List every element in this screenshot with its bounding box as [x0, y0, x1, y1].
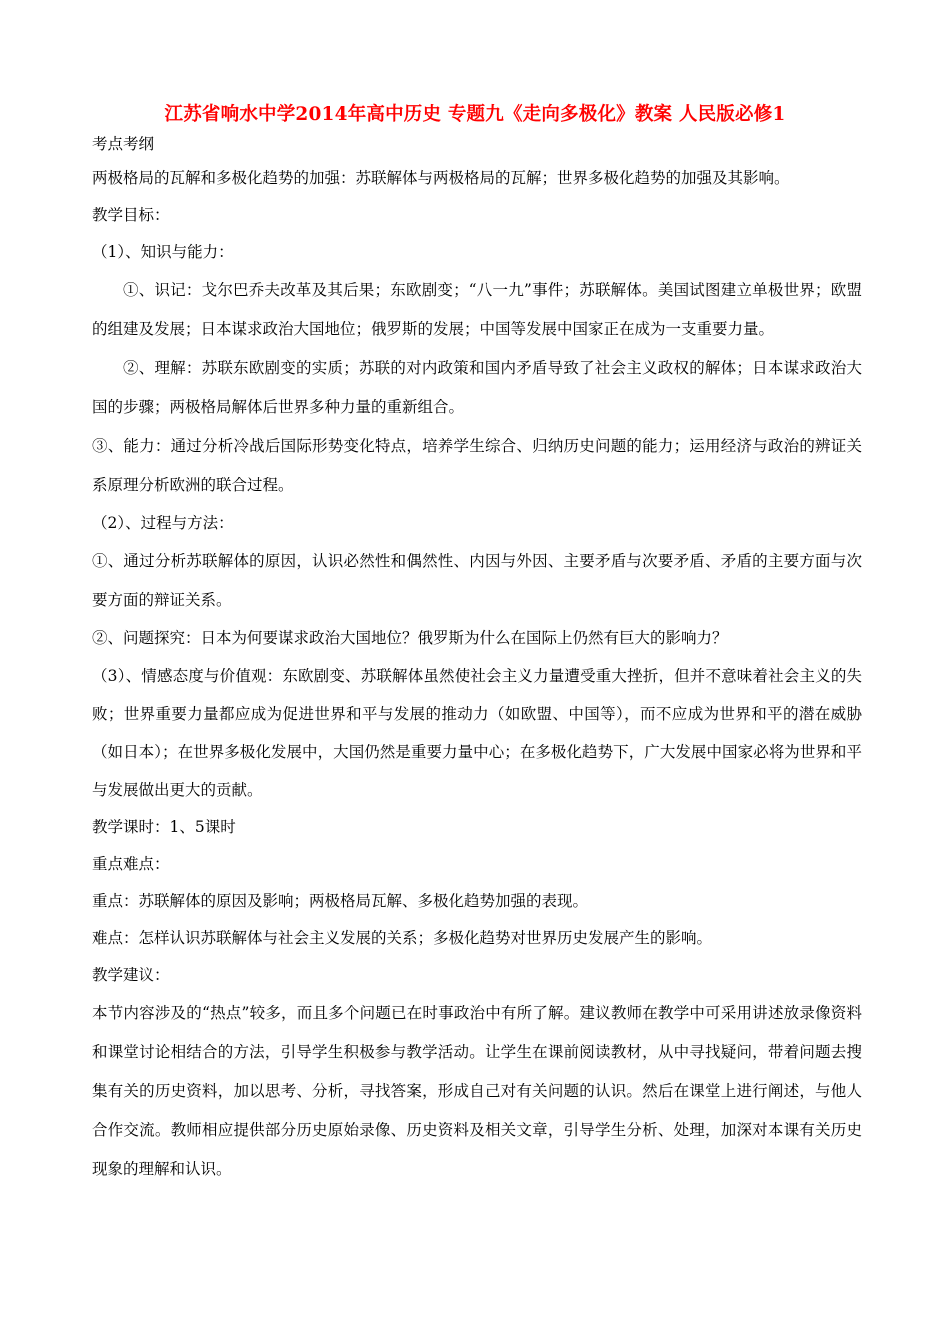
- section-heading-exam-outline: 考点考纲: [92, 135, 155, 153]
- key-point-text: 重点：苏联解体的原因及影响；两极格局瓦解、多极化趋势加强的表现。: [92, 892, 589, 910]
- method-inquiry: ②、问题探究：日本为何要谋求政治大国地位？俄罗斯为什么在国际上仍然有巨大的影响力？: [92, 629, 728, 647]
- subheading-process-method: （2）、过程与方法：: [92, 514, 234, 532]
- document-title: 江苏省响水中学2014年高中历史 专题九《走向多极化》教案 人民版必修1: [164, 104, 786, 125]
- exam-outline-text: 两极格局的瓦解和多极化趋势的加强：苏联解体与两极格局的瓦解；世界多极化趋势的加强及其影响。: [92, 169, 790, 187]
- teaching-advice-text: 本节内容涉及的“热点”较多，而且多个问题已在时事政治中有所了解。建议教师在教学中可采用讲述放录像资料和课堂讨论相结合的方法，引导学生积极参与教学活动。让学生在课前阅读教材，从中寻找疑问，带着问题去搜集有关的历史资料，加以思考、分析，寻找答案，形成自己对有关问题的认识。然后在课堂上进行阐述，与他人合作交流。教师相应提供部分历史原始录像、历史资料及相关文章，引导学生分析、处理，加深对本课有关历史现象的理解和认识。: [92, 1004, 862, 1178]
- goal-understand: ②、理解：苏联东欧剧变的实质；苏联的对内政策和国内矛盾导致了社会主义政权的解体；日本谋求政治大国的步骤；两极格局解体后世界多种力量的重新组合。: [92, 359, 862, 416]
- method-analysis: ①、通过分析苏联解体的原因，认识必然性和偶然性、内因与外因、主要矛盾与次要矛盾、矛盾的主要方面与次要方面的辩证关系。: [92, 552, 862, 609]
- goal-memorize: ①、识记：戈尔巴乔夫改革及其后果；东欧剧变；“八一九”事件；苏联解体。美国试图建立单极世界；欧盟的组建及发展；日本谋求政治大国地位；俄罗斯的发展；中国等发展中国家正在成为一支重要力量。: [92, 281, 862, 338]
- subheading-knowledge-ability: （1）、知识与能力：: [92, 243, 234, 261]
- difficult-point-text: 难点：怎样认识苏联解体与社会主义发展的关系；多极化趋势对世界历史发展产生的影响。: [92, 929, 713, 947]
- section-heading-teaching-advice: 教学建议：: [92, 966, 170, 984]
- goal-ability: ③、能力：通过分析冷战后国际形势变化特点，培养学生综合、归纳历史问题的能力；运用经济与政治的辨证关系原理分析欧洲的联合过程。: [92, 437, 862, 494]
- document-body: [92, 128, 862, 1189]
- teaching-hours: 教学课时：1、5课时: [92, 818, 236, 836]
- section-heading-teaching-goals: 教学目标：: [92, 206, 170, 224]
- goal-values: （3）、情感态度与价值观：东欧剧变、苏联解体虽然使社会主义力量遭受重大挫折，但并不意味着社会主义的失败；世界重要力量都应成为促进世界和平与发展的推动力（如欧盟、中国等），而不应成为世界和平的潜在威胁（如日本）；在世界多极化发展中，大国仍然是重要力量中心；在多极化趋势下，广大发展中国家必将为世界和平与发展做出更大的贡献。: [92, 667, 862, 799]
- section-heading-key-points: 重点难点：: [92, 855, 170, 873]
